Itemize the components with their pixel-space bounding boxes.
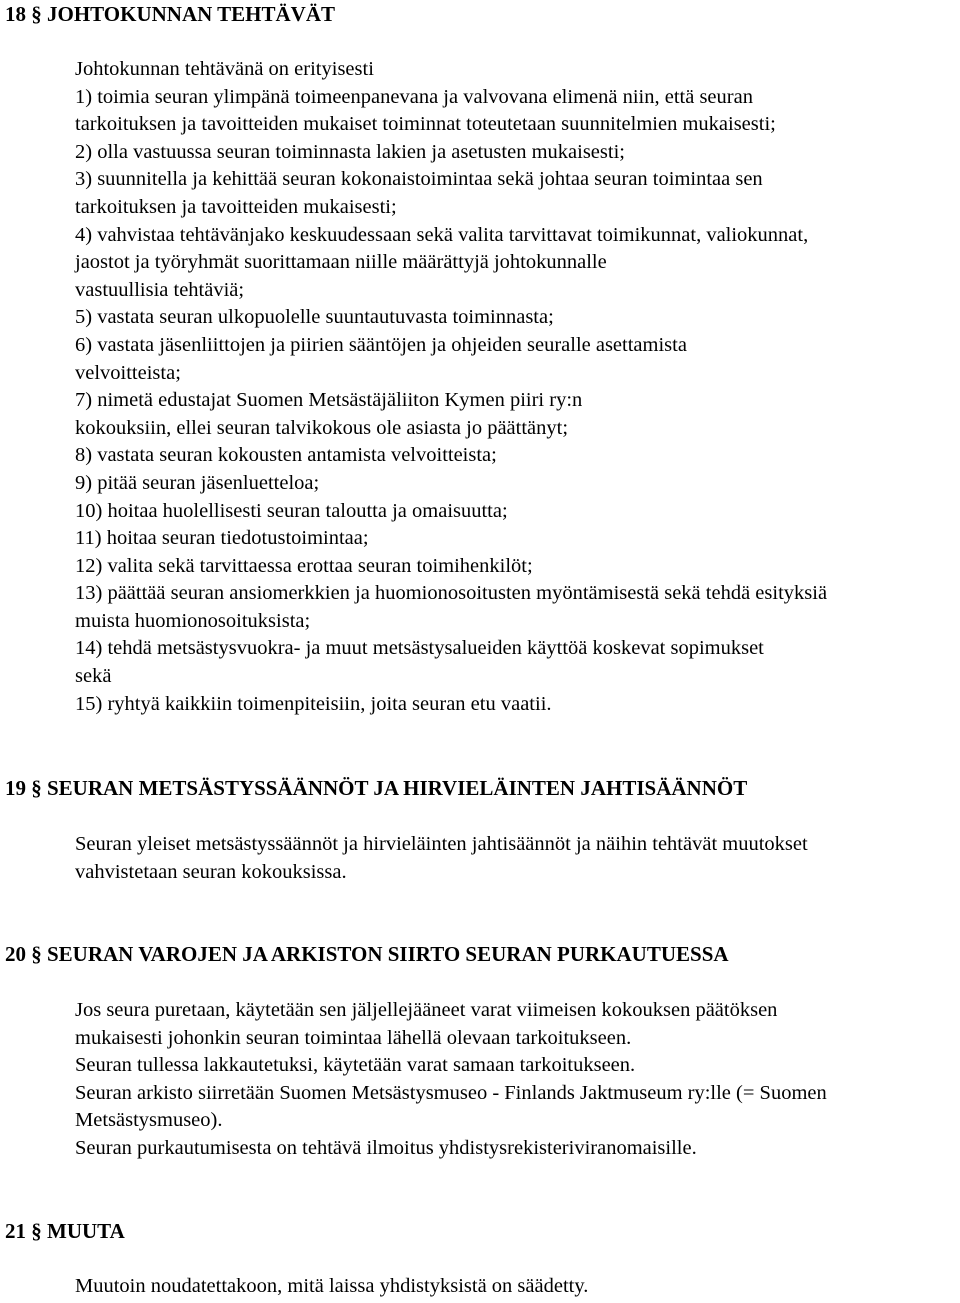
section-18-line-7: 4) vahvistaa tehtävänjako keskuudessaan sekä valita tarvittavat toimikunnat, valiokunnat,: [75, 223, 809, 246]
section-19-body: [75, 831, 808, 886]
section-21-body: [75, 1273, 588, 1301]
section-18-line-1: Johtokunnan tehtävänä on erityisesti: [75, 58, 374, 80]
section-18-line-22: 14) tehdä metsästysvuokra- ja muut metsästysalueiden käyttöä koskevat sopimukset: [75, 637, 764, 660]
section-18-line-21: muista huomionosoituksista;: [75, 609, 311, 632]
section-20-line-4: Seuran arkisto siirretään Suomen Metsästysmuseo - Finlands Jaktmuseum ry:lle (= Suomen: [75, 1081, 827, 1104]
section-18-line-15: 8) vastata seuran kokousten antamista velvoitteista;: [75, 444, 497, 467]
section-18-line-6: tarkoituksen ja tavoitteiden mukaisesti;: [75, 195, 397, 218]
section-18-line-4: 2) olla vastuussa seuran toiminnasta lakien ja asetusten mukaisesti;: [75, 140, 625, 163]
section-18-body: [75, 56, 827, 718]
section-18-line-5: 3) suunnitella ja kehittää seuran kokonaistoimintaa sekä johtaa seuran toimintaa sen: [75, 168, 763, 191]
section-20-line-2: mukaisesti johonkin seuran toimintaa lähellä olevaan tarkoitukseen.: [75, 1026, 632, 1049]
section-21-line-1: Muutoin noudatettakoon, mitä laissa yhdistyksistä on säädetty.: [75, 1275, 589, 1297]
section-20-heading: 20 § SEURAN VAROJEN JA ARKISTON SIIRTO SEURAN PURKAUTUESSA: [5, 942, 729, 966]
section-20-line-6: Seuran purkautumisesta on tehtävä ilmoitus yhdistysrekisteriviranomaisille.: [75, 1136, 697, 1159]
section-18-line-19: 12) valita sekä tarvittaessa erottaa seuran toimihenkilöt;: [75, 554, 533, 577]
section-18-line-24: 15) ryhtyä kaikkiin toimenpiteisiin, joita seuran etu vaatii.: [75, 692, 552, 715]
section-18-line-16: 9) pitää seuran jäsenluetteloa;: [75, 471, 320, 494]
section-19-line-2: vahvistetaan seuran kokouksissa.: [75, 860, 347, 883]
section-18-line-3: tarkoituksen ja tavoitteiden mukaiset toiminnat toteutetaan suunnitelmien mukaisesti;: [75, 113, 776, 136]
section-18-line-11: 6) vastata jäsenliittojen ja piirien sääntöjen ja ohjeiden seuralle asettamista: [75, 333, 687, 356]
section-18-line-18: 11) hoitaa seuran tiedotustoimintaa;: [75, 527, 369, 550]
section-18-line-17: 10) hoitaa huolellisesti seuran taloutta ja omaisuutta;: [75, 499, 508, 522]
section-20-line-3: Seuran tullessa lakkautetuksi, käytetään varat samaan tarkoitukseen.: [75, 1054, 636, 1077]
section-19-heading: 19 § SEURAN METSÄSTYSSÄÄNNÖT JA HIRVIELÄINTEN JAHTISÄÄNNÖT: [5, 776, 748, 800]
section-18-line-20: 13) päättää seuran ansiomerkkien ja huomionosoitusten myöntämisestä sekä tehdä esityksiä: [75, 582, 828, 605]
section-18-line-2: 1) toimia seuran ylimpänä toimeenpanevana ja valvovana elimenä niin, että seuran: [75, 85, 753, 108]
section-21-heading: 21 § MUUTA: [5, 1219, 125, 1243]
section-18-line-9: vastuullisia tehtäviä;: [75, 278, 245, 301]
section-19-line-1: Seuran yleiset metsästyssäännöt ja hirvieläinten jahtisäännöt ja näihin tehtävät muutokset: [75, 833, 808, 855]
section-18-line-23: sekä: [75, 665, 112, 688]
section-20-body: [75, 997, 827, 1163]
section-20-line-1: Jos seura puretaan, käytetään sen jäljellejääneet varat viimeisen kokouksen päätöksen: [75, 999, 778, 1021]
section-18-line-10: 5) vastata seuran ulkopuolelle suuntautuvasta toiminnasta;: [75, 306, 554, 329]
section-20-line-5: Metsästysmuseo).: [75, 1109, 223, 1132]
section-18-line-14: kokouksiin, ellei seuran talvikokous ole asiasta jo päättänyt;: [75, 416, 569, 439]
section-18-line-12: velvoitteista;: [75, 361, 181, 384]
section-18-line-13: 7) nimetä edustajat Suomen Metsästäjäliiton Kymen piiri ry:n: [75, 389, 583, 412]
section-18-heading: 18 § JOHTOKUNNAN TEHTÄVÄT: [5, 2, 336, 26]
section-18-line-8: jaostot ja työryhmät suorittamaan niille määrättyjä johtokunnalle: [75, 251, 607, 274]
